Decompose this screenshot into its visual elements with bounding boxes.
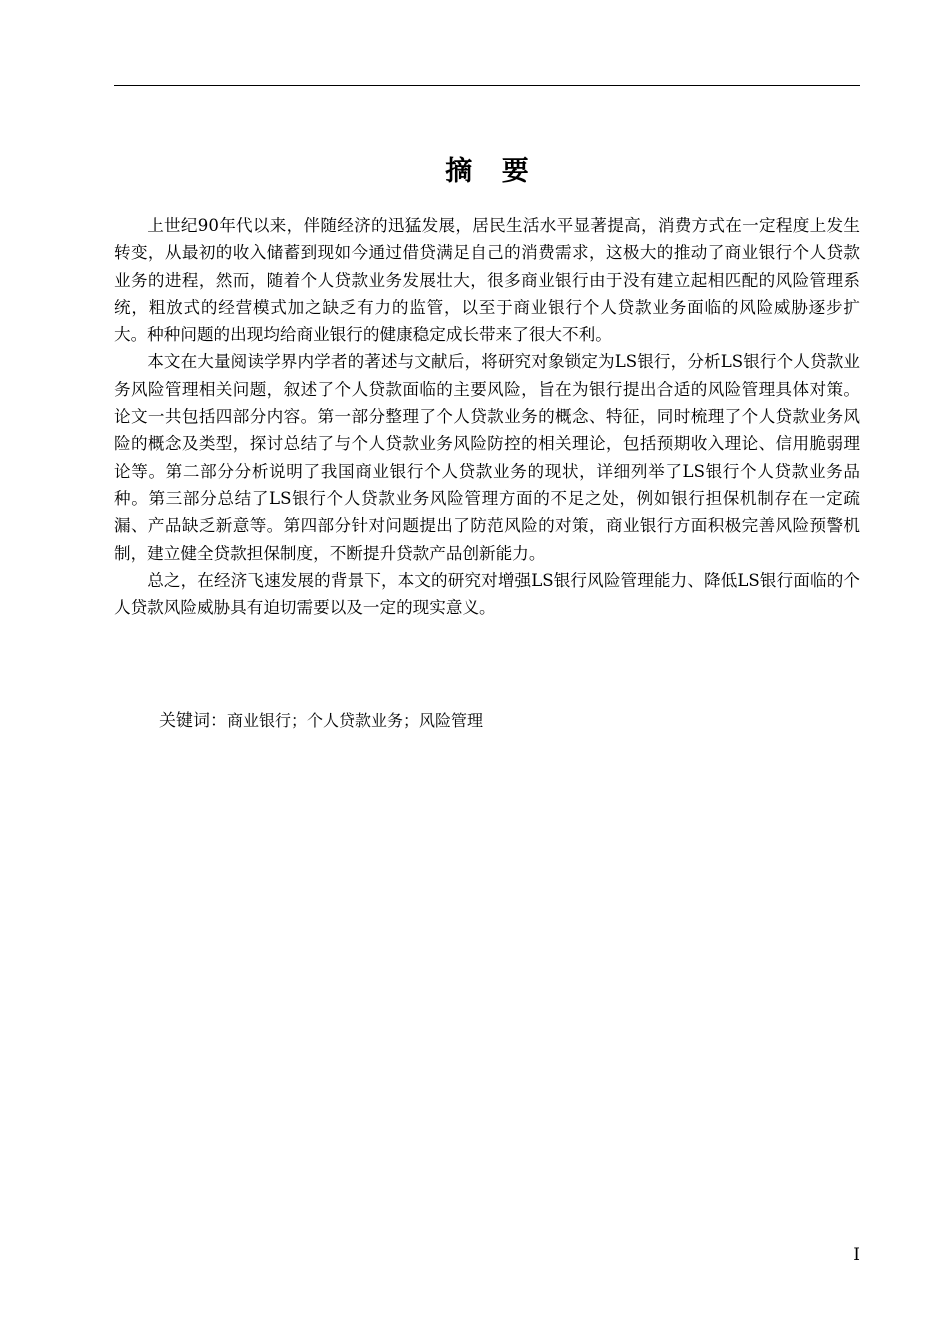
keywords-value: 商业银行；个人贷款业务；风险管理 (227, 711, 484, 730)
page-number: I (853, 1245, 860, 1265)
keywords-line (159, 708, 483, 734)
abstract-paragraph-3: 总之，在经济飞速发展的背景下，本文的研究对增强LS银行风险管理能力、降低LS银行面临的个人贷款风险威胁具有迫切需要以及一定的现实意义。 (114, 570, 860, 618)
abstract-body (114, 212, 860, 621)
abstract-paragraph-1: 上世纪90年代以来，伴随经济的迅猛发展，居民生活水平显著提高，消费方式在一定程度上发生转变，从最初的收入储蓄到现如今通过借贷满足自己的消费需求，这极大的推动了商业银行个人贷款业务的进程，然而，随着个人贷款业务发展壮大，很多商业银行由于没有建立起相匹配的风险管理系统，粗放式的经营模式加之缺乏有力的监管，以至于商业银行个人贷款业务面临的风险威胁逐步扩大。种种问题的出现均给商业银行的健康稳定成长带来了很大不利。 (114, 216, 860, 345)
page-title: 摘 要 (445, 156, 539, 187)
keywords-label: 关键词： (159, 711, 227, 731)
abstract-paragraph-2: 本文在大量阅读学界内学者的著述与文献后，将研究对象锁定为LS银行，分析LS银行个人贷款业务风险管理相关问题，叙述了个人贷款面临的主要风险，旨在为银行提出合适的风险管理具体对策。论文一共包括四部分内容。第一部分整理了个人贷款业务的概念、特征，同时梳理了个人贷款业务风险的概念及类型，探讨总结了与个人贷款业务风险防控的相关理论，包括预期收入理论、信用脆弱理论等。第二部分分析说明了我国商业银行个人贷款业务的现状，详细列举了LS银行个人贷款业务品种。第三部分总结了LS银行个人贷款业务风险管理方面的不足之处，例如银行担保机制存在一定疏漏、产品缺乏新意等。第四部分针对问题提出了防范风险的对策，商业银行方面积极完善风险预警机制，建立健全贷款担保制度，不断提升贷款产品创新能力。 (114, 352, 860, 563)
header-rule (114, 85, 860, 86)
